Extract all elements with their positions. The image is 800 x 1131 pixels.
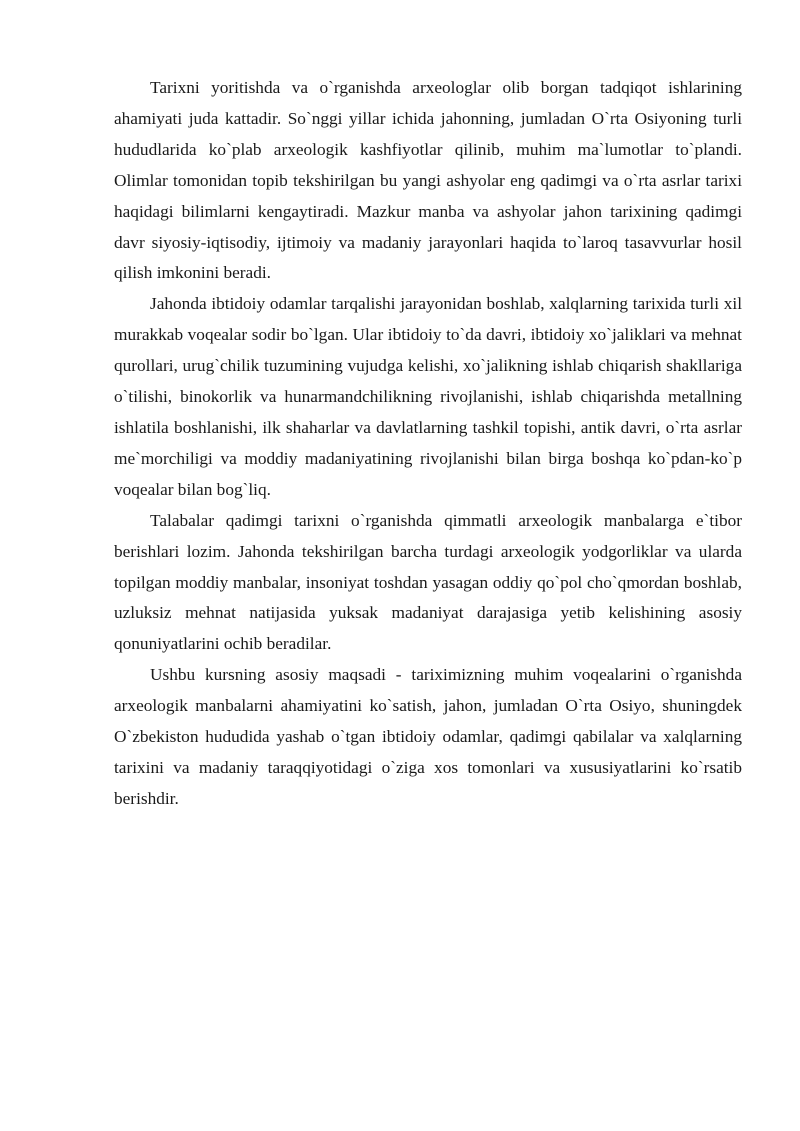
paragraph-4: Ushbu kursning asosiy maqsadi - tariximizning muhim voqealarini o`rganishda arxeologik manbalarni ahamiyatini ko`satish, jahon, jumladan O`rta Osiyo, shuningdek O`zbekiston hududida yashab o`tgan ibtidoiy odamlar, qadimgi qabilalar va xalqlarning tarixini va madaniy taraqqiyotidagi o`ziga xos tomonlari va xususiyatlarini ko`rsatib berishdir. [114, 665, 742, 808]
paragraph-2: Jahonda ibtidoiy odamlar tarqalishi jarayonidan boshlab, xalqlarning tarixida turli xil murakkab voqealar sodir bo`lgan. Ular ibtidoiy to`da davri, ibtidoiy xo`jaliklari va mehnat qurollari, urug`chilik tuzumining vujudga kelishi, xo`jalikning ishlab chiqarish shakllariga o`tilishi, binokorlik va hunarmandchilikning rivojlanishi, ishlab chiqarishda metallning ishlatila boshlanishi, ilk shaharlar va davlatlarning tashkil topishi, antik davri, o`rta asrlar me`morchiligi va moddiy madaniyatining rivojlanishi bilan birga boshqa ko`pdan-ko`p voqealar bilan bog`liq. [114, 294, 742, 499]
body-text [114, 73, 742, 815]
paragraph-3: Talabalar qadimgi tarixni o`rganishda qimmatli arxeologik manbalarga e`tibor berishlari lozim. Jahonda tekshirilgan barcha turdagi arxeologik yodgorliklar va ularda topilgan moddiy manbalar, insoniyat toshdan yasagan oddiy qo`pol cho`qmordan boshlab, uzluksiz mehnat natijasida yuksak madaniyat darajasiga yetib kelishining asosiy qonuniyatlarini ochib beradilar. [114, 510, 742, 654]
paragraph-1: Tarixni yoritishda va o`rganishda arxeologlar olib borgan tadqiqot ishlarining ahamiyati juda kattadir. So`nggi yillar ichida jahonning, jumladan O`rta Osiyoning turli hududlarida ko`plab arxeologik kashfiyotlar qilinib, muhim ma`lumotlar to`plandi. Olimlar tomonidan topib tekshirilgan bu yangi ashyolar eng qadimgi va o`rta asrlar tarixi haqidagi bilimlarni kengaytiradi. Mazkur manba va ashyolar jahon tarixining qadimgi davr siyosiy-iqtisodiy, ijtimoiy va madaniy jarayonlari haqida to`laroq tasavvurlar hosil qilish imkonini beradi. [114, 78, 742, 283]
